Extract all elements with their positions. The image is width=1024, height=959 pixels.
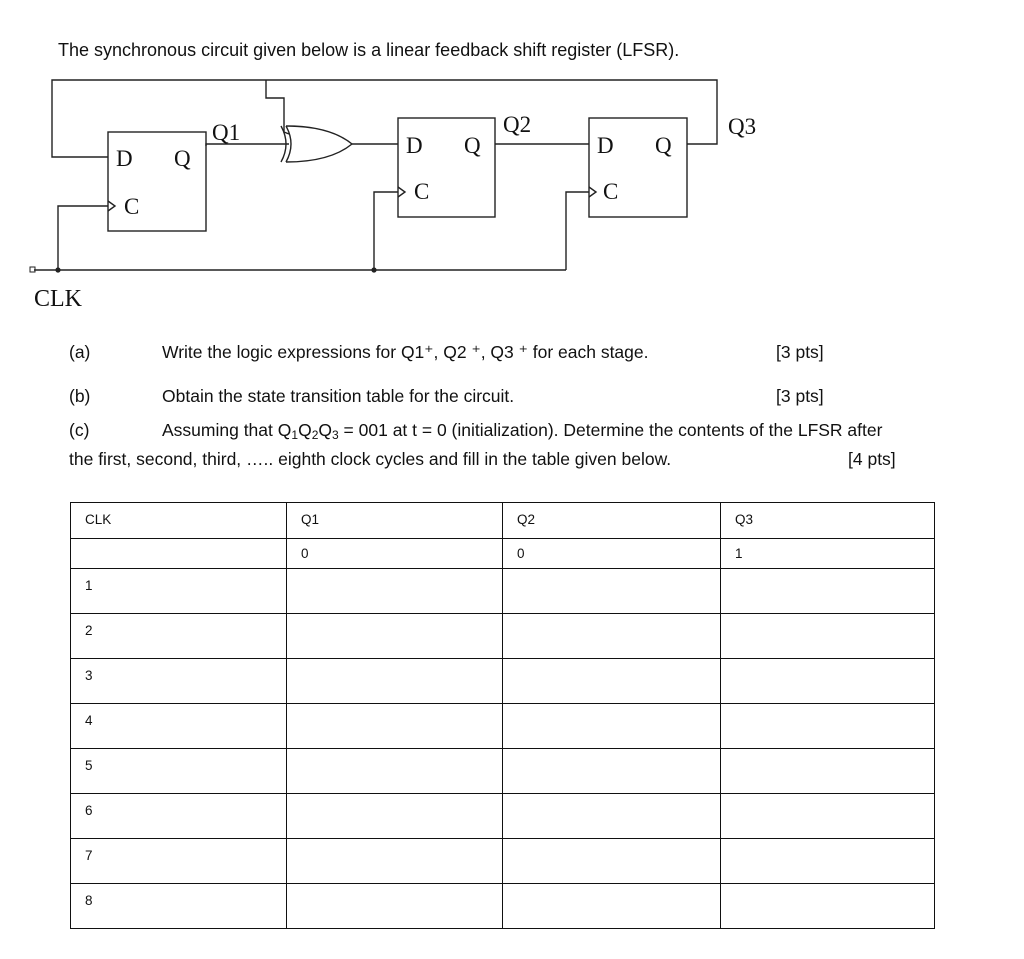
table-cell: 0 (503, 539, 721, 569)
ff3-q-label: Q (655, 133, 672, 158)
question-a-points: [3 pts] (776, 342, 824, 362)
question-b-points: [3 pts] (776, 386, 824, 406)
table-cell (71, 539, 287, 569)
table-row (71, 614, 935, 659)
ff3-c-label: C (603, 179, 619, 204)
header-q3: Q3 (721, 503, 935, 539)
ff1-c-label: C (124, 194, 140, 219)
table-cell: 1 (71, 569, 287, 614)
table-cell[interactable] (721, 749, 935, 794)
ff1-d-label: D (116, 146, 133, 171)
table-row (71, 884, 935, 929)
table-cell[interactable] (721, 659, 935, 704)
table-cell: 1 (721, 539, 935, 569)
table-cell[interactable] (721, 839, 935, 884)
table-cell[interactable] (503, 884, 721, 929)
table-cell: 3 (71, 659, 287, 704)
table-cell[interactable] (287, 794, 503, 839)
table-header-row (71, 503, 935, 539)
question-c-q3: Q (318, 420, 332, 440)
table-cell: 7 (71, 839, 287, 884)
table-row (71, 569, 935, 614)
question-c-continuation-text: the first, second, third, ….. eighth clock cycles and fill in the table given below. (69, 449, 672, 469)
subscript-3: 3 (332, 428, 339, 442)
q2-label: Q2 (503, 112, 532, 137)
header-q2: Q2 (503, 503, 721, 539)
table-row (71, 704, 935, 749)
question-c-continuation (69, 449, 896, 470)
table-cell[interactable] (503, 614, 721, 659)
table-cell[interactable] (503, 569, 721, 614)
table-cell[interactable] (287, 839, 503, 884)
table-cell[interactable] (721, 794, 935, 839)
subscript-1: 1 (291, 428, 299, 442)
table-row (71, 539, 935, 569)
header-clk: CLK (71, 503, 287, 539)
question-c-points: [4 pts] (848, 449, 896, 469)
xor-gate (281, 126, 352, 162)
table-cell[interactable] (503, 839, 721, 884)
question-a-text: Write the logic expressions for Q1⁺, Q2 ⁺, Q3 ⁺ for each stage. (162, 342, 649, 362)
table-row (71, 794, 935, 839)
ff2-d-label: D (406, 133, 423, 158)
question-b-text: Obtain the state transition table for the circuit. (162, 386, 515, 406)
table-cell: 2 (71, 614, 287, 659)
table-cell[interactable] (503, 749, 721, 794)
table-cell[interactable] (287, 659, 503, 704)
ff2-q-label: Q (464, 133, 481, 158)
q1-label: Q1 (212, 120, 241, 145)
ff2-c-label: C (414, 179, 430, 204)
ff1-q-label: Q (174, 146, 191, 171)
table-cell: 4 (71, 704, 287, 749)
question-c-text-pre: Assuming that Q (162, 420, 292, 440)
table-row (71, 839, 935, 884)
subscript-2: 2 (311, 428, 319, 442)
table-cell[interactable] (721, 614, 935, 659)
question-b-label: (b) (69, 386, 91, 406)
table-cell[interactable] (287, 614, 503, 659)
table-cell[interactable] (721, 569, 935, 614)
table-cell[interactable] (287, 749, 503, 794)
ff3-d-label: D (597, 133, 614, 158)
question-c-text (162, 420, 882, 442)
intro-text: The synchronous circuit given below is a linear feedback shift register (LFSR). (58, 40, 680, 60)
table-cell[interactable] (721, 884, 935, 929)
lfsr-circuit-diagram (0, 0, 1024, 330)
table-cell: 8 (71, 884, 287, 929)
table-cell: 0 (287, 539, 503, 569)
clk-label: CLK (34, 286, 82, 312)
q3-label: Q3 (728, 114, 757, 139)
table-cell: 6 (71, 794, 287, 839)
table-row (71, 749, 935, 794)
state-table (70, 502, 935, 929)
header-q1: Q1 (287, 503, 503, 539)
question-c-q2: Q (298, 420, 312, 440)
question-c-text-post: = 001 at t = 0 (initialization). Determine the contents of the LFSR after (338, 420, 883, 440)
table-cell[interactable] (287, 569, 503, 614)
table-cell[interactable] (721, 704, 935, 749)
table-cell[interactable] (503, 659, 721, 704)
question-c-label: (c) (69, 420, 90, 440)
table-cell[interactable] (503, 704, 721, 749)
table-cell[interactable] (287, 704, 503, 749)
question-a-label: (a) (69, 342, 91, 362)
table-row (71, 659, 935, 704)
table-cell[interactable] (503, 794, 721, 839)
table-cell[interactable] (287, 884, 503, 929)
table-cell: 5 (71, 749, 287, 794)
